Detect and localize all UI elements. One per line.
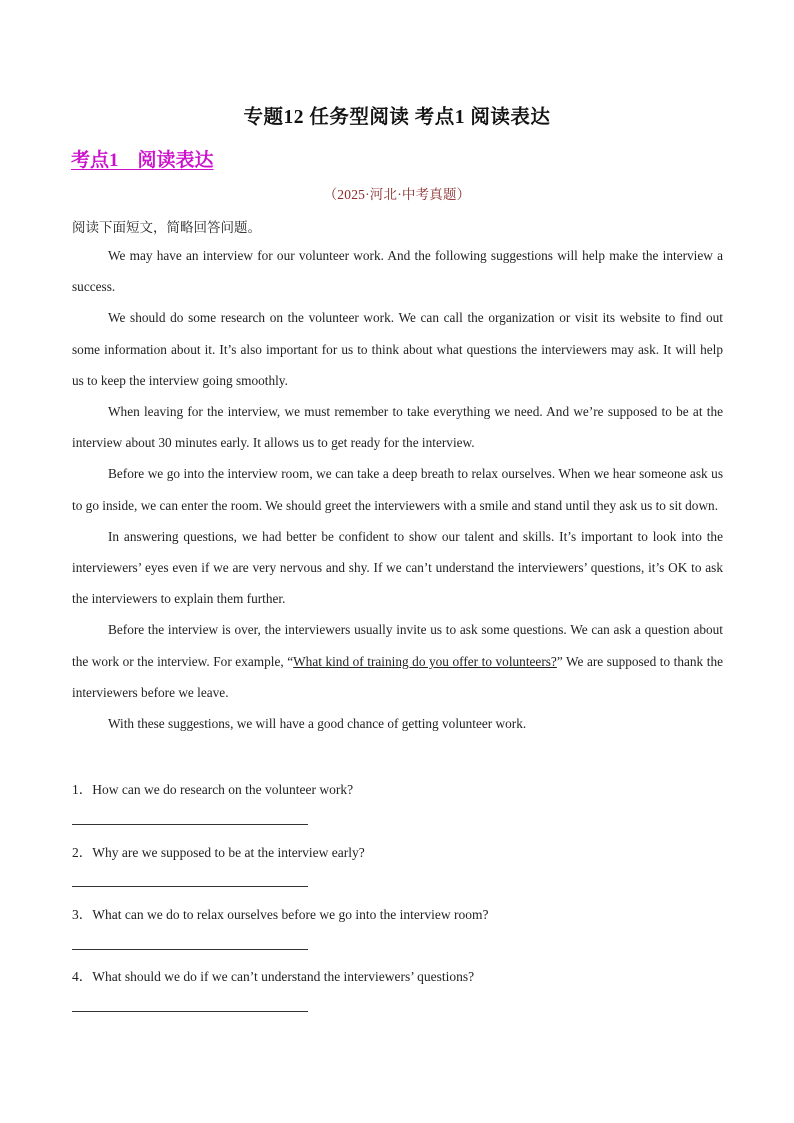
question-2: 2．Why are we supposed to be at the interview early? bbox=[72, 845, 365, 860]
answer-line-4[interactable] bbox=[72, 1011, 308, 1012]
underlined-example-question: What kind of training do you offer to volunteers? bbox=[293, 653, 557, 669]
passage-paragraph-6 bbox=[72, 614, 723, 708]
passage-paragraph-2: We should do some research on the volunteer work. We can call the organization or visit its website to find out some information about it. It’s also important for us to think about what questions the interviewers may ask. It will help us to keep the interview going smoothly. bbox=[72, 310, 723, 388]
paragraph-6-text-before: Before the interview is over, the interviewers usually invite us to ask some questions. We can ask a question about the work or the interview. For example, “ bbox=[72, 622, 723, 669]
reading-passage bbox=[72, 240, 723, 739]
question-4: 4．What should we do if we can’t understand the interviewers’ questions? bbox=[72, 969, 475, 984]
answer-line-2[interactable] bbox=[72, 886, 308, 887]
passage-paragraph-4: Before we go into the interview room, we can take a deep breath to relax ourselves. When we hear someone ask us to go inside, we can enter the room. We should greet the interviewers with a smile and stand until they ask us to sit down. bbox=[72, 466, 723, 513]
passage-paragraph-3: When leaving for the interview, we must remember to take everything we need. And we’re supposed to be at the interview about 30 minutes early. It allows us to get ready for the interview. bbox=[72, 404, 723, 451]
document-title: 专题12 任务型阅读 考点1 阅读表达 bbox=[243, 107, 551, 128]
passage-paragraph-5: In answering questions, we had better be confident to show our talent and skills. It’s important to look into the interviewers’ eyes even if we are very nervous and shy. If we can’t understand the interviewers’ questions, it’s OK to ask the interviewers to explain them further. bbox=[72, 528, 723, 607]
source-note: （2025·河北·中考真题） bbox=[323, 187, 471, 202]
section-heading: 考点1 阅读表达 bbox=[71, 150, 214, 171]
answer-line-1[interactable] bbox=[72, 824, 308, 825]
passage-paragraph-1: We may have an interview for our volunteer work. And the following suggestions will help make the interview a success. bbox=[72, 248, 723, 295]
instruction-text: 阅读下面短文，简略回答问题。 bbox=[72, 220, 261, 235]
passage-paragraph-7: With these suggestions, we will have a good chance of getting volunteer work. bbox=[108, 716, 527, 732]
question-1: 1．How can we do research on the volunteer work? bbox=[72, 782, 354, 797]
question-3: 3．What can we do to relax ourselves before we go into the interview room? bbox=[72, 907, 489, 922]
answer-line-3[interactable] bbox=[72, 949, 308, 950]
paragraph-6-text-after: ” We are supposed to thank the interviewers before we leave. bbox=[72, 653, 723, 700]
